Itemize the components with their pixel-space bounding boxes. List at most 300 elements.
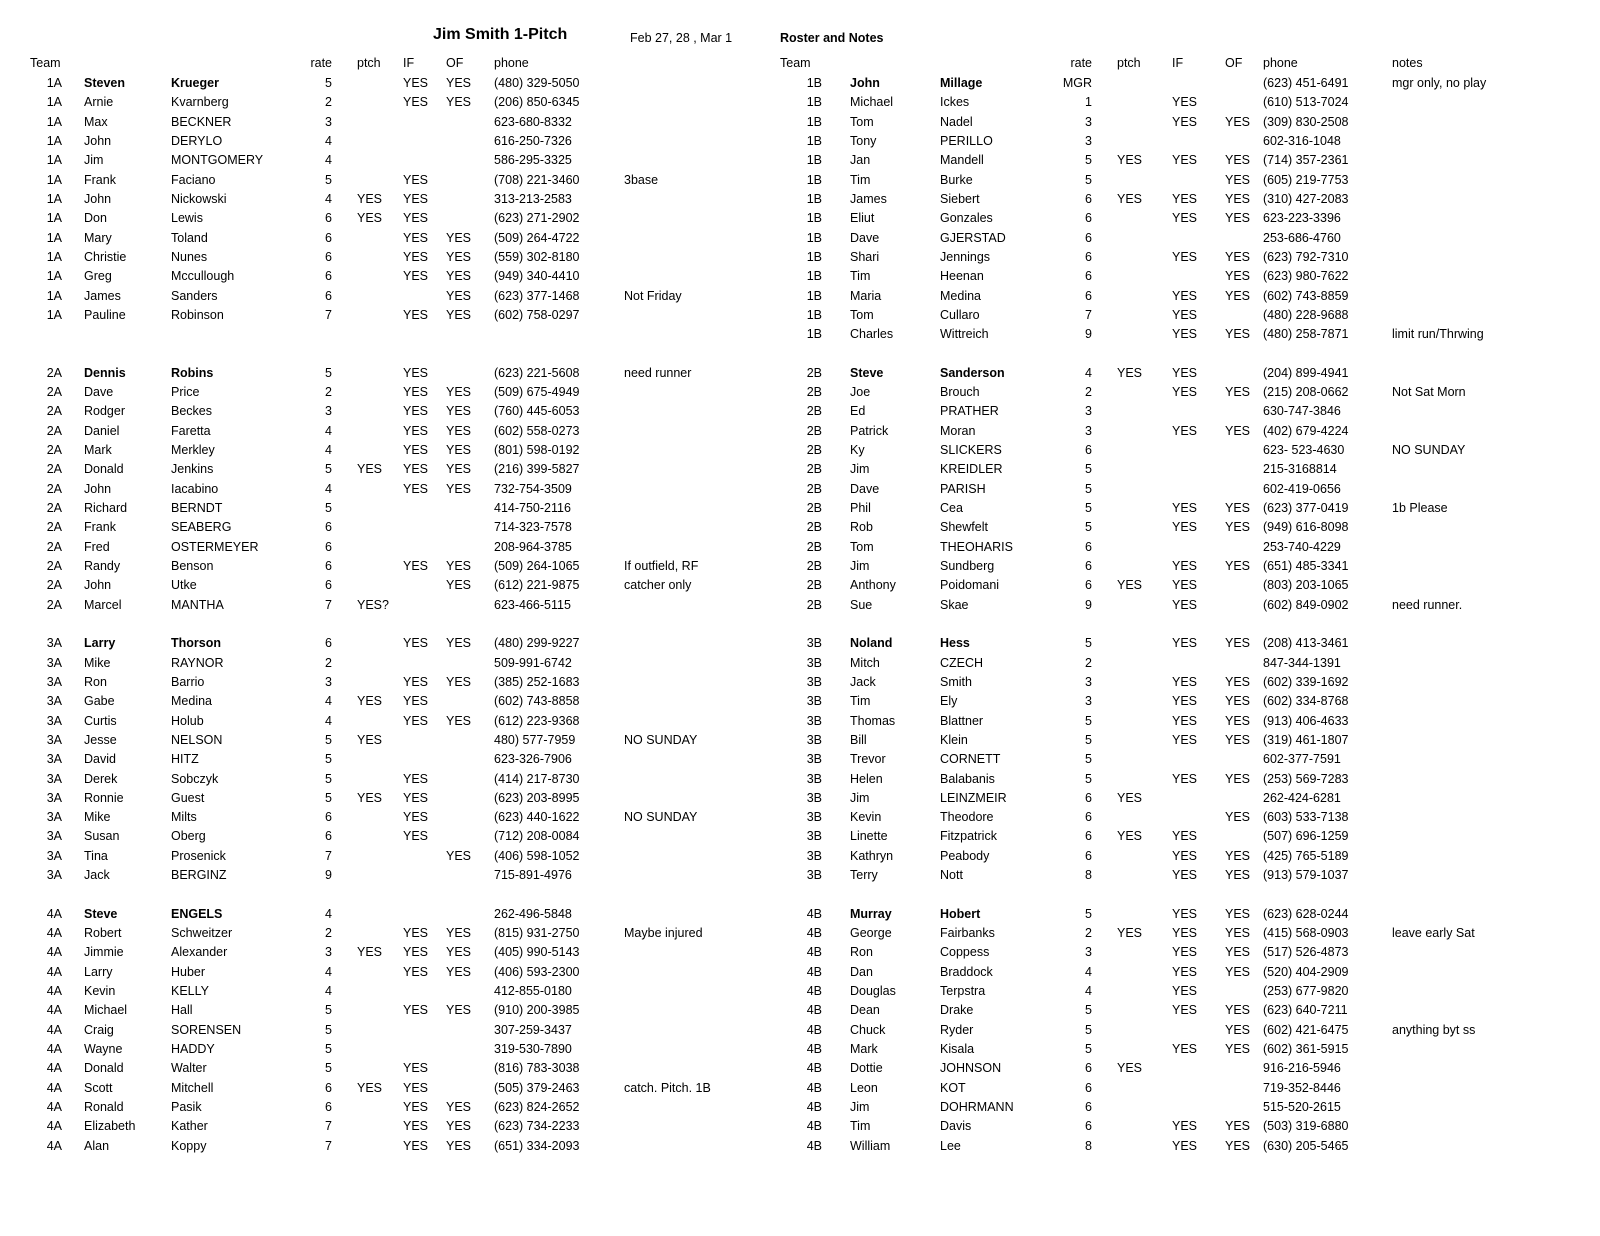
col-header-ptch: ptch [357, 56, 381, 70]
cell-phone: 623-466-5115 [494, 597, 571, 612]
cell-team: 3A [46, 636, 62, 651]
cell-phone: 313-213-2583 [494, 191, 572, 206]
cell-if: YES [403, 1080, 429, 1095]
cell-rate: 4 [325, 443, 332, 458]
cell-team: 1B [806, 76, 822, 90]
cell-notes: mgr only, no play [1392, 76, 1487, 90]
cell-if: YES [403, 771, 429, 786]
cell-if: YES [1172, 385, 1198, 400]
cell-if: YES [403, 191, 429, 206]
table-row [0, 383, 760, 402]
cell-team: 2A [46, 520, 62, 535]
cell-first-name: John [84, 191, 112, 206]
cell-ptch: YES [357, 211, 383, 226]
cell-if: YES [1172, 926, 1198, 941]
cell-team: 4B [806, 1119, 822, 1134]
cell-phone: (623) 980-7622 [1263, 269, 1349, 284]
cell-team: 1B [806, 230, 822, 245]
cell-first-name: Donald [84, 462, 124, 477]
cell-rate: 3 [1085, 133, 1092, 148]
cell-team: 2A [46, 385, 62, 400]
cell-of: YES [446, 423, 472, 438]
table-row [0, 93, 760, 112]
cell-last-name: Ely [940, 694, 958, 709]
cell-of: YES [446, 288, 472, 303]
cell-if: YES [1172, 1042, 1198, 1056]
table-row [760, 557, 1600, 576]
table-row [760, 132, 1600, 151]
cell-last-name: Theodore [940, 810, 994, 825]
cell-of: YES [1225, 713, 1251, 728]
table-row [0, 171, 760, 190]
cell-last-name: Guest [171, 790, 205, 805]
cell-phone: (480) 329-5050 [494, 76, 580, 90]
cell-of: YES [446, 674, 472, 689]
cell-first-name: Tim [850, 1119, 871, 1134]
cell-notes: Not Friday [624, 288, 682, 303]
table-row [0, 480, 760, 499]
cell-last-name: Terpstra [940, 984, 986, 999]
table-row [760, 924, 1600, 943]
cell-rate: 6 [1085, 1061, 1092, 1076]
cell-if: YES [403, 945, 429, 960]
cell-rate: 6 [1085, 230, 1092, 245]
table-row [760, 1079, 1600, 1098]
cell-phone: (623) 451-6491 [1263, 76, 1349, 90]
cell-team: 1B [806, 288, 822, 303]
cell-first-name: Marcel [84, 597, 122, 612]
cell-if: YES [1172, 713, 1198, 728]
cell-ptch: YES? [357, 597, 389, 612]
cell-last-name: Medina [171, 694, 212, 709]
cell-phone: 414-750-2116 [494, 501, 571, 516]
cell-if: YES [1172, 365, 1198, 380]
cell-first-name: Scott [84, 1080, 113, 1095]
cell-last-name: Heenan [940, 269, 984, 284]
cell-if: YES [1172, 848, 1198, 863]
table-row [0, 963, 760, 982]
table-row [760, 113, 1600, 132]
cell-last-name: SORENSEN [171, 1022, 242, 1037]
col-header-ptch: ptch [1117, 56, 1141, 70]
cell-last-name: Sanders [171, 288, 218, 303]
cell-phone: (406) 593-2300 [494, 964, 580, 979]
table-row [760, 460, 1600, 479]
cell-rate: 4 [325, 984, 332, 999]
cell-rate: 6 [1085, 191, 1092, 206]
table-row [0, 518, 760, 537]
cell-if: YES [403, 76, 429, 90]
table-row [0, 538, 760, 557]
cell-phone: (913) 579-1037 [1263, 868, 1349, 883]
cell-rate: 6 [325, 230, 332, 245]
cell-team: 3B [806, 829, 822, 844]
cell-of: YES [446, 713, 472, 728]
cell-team: 3A [46, 732, 62, 747]
cell-last-name: Lee [940, 1138, 961, 1153]
cell-last-name: Koppy [171, 1138, 207, 1153]
cell-phone: 307-259-3437 [494, 1022, 572, 1037]
cell-phone: (253) 569-7283 [1263, 771, 1349, 786]
cell-first-name: Tom [850, 539, 874, 554]
table-row [0, 132, 760, 151]
cell-rate: 3 [1085, 114, 1092, 129]
cell-phone: (602) 743-8858 [494, 694, 580, 709]
cell-phone: 253-740-4229 [1263, 539, 1341, 554]
cell-phone: 262-496-5848 [494, 906, 572, 921]
cell-rate: 5 [1085, 481, 1092, 496]
table-row [760, 731, 1600, 750]
cell-first-name: Sue [850, 597, 873, 612]
cell-last-name: Fitzpatrick [940, 829, 997, 844]
cell-team: 2A [46, 501, 62, 516]
cell-if: YES [1172, 520, 1198, 535]
cell-rate: 5 [1085, 172, 1092, 187]
table-row [760, 287, 1600, 306]
cell-team: 4A [46, 1042, 62, 1056]
cell-rate: 5 [1085, 713, 1092, 728]
cell-first-name: Rodger [84, 404, 125, 419]
cell-rate: 7 [325, 1138, 332, 1153]
cell-if: YES [403, 964, 429, 979]
cell-phone: (623) 221-5608 [494, 365, 580, 380]
cell-notes: leave early Sat [1392, 926, 1475, 941]
cell-of: YES [446, 964, 472, 979]
cell-first-name: Randy [84, 559, 121, 573]
cell-last-name: Shewfelt [940, 520, 988, 535]
cell-rate: 8 [1085, 868, 1092, 883]
cell-phone: (480) 228-9688 [1263, 307, 1349, 322]
table-row [0, 750, 760, 769]
cell-team: 2B [806, 578, 822, 593]
table-row [760, 93, 1600, 112]
table-row [0, 1137, 760, 1156]
cell-last-name: Davis [940, 1119, 972, 1134]
cell-last-name: Kather [171, 1119, 208, 1134]
event-dates: Feb 27, 28 , Mar 1 [630, 31, 733, 45]
cell-team: 3B [806, 848, 822, 863]
table-row [0, 441, 760, 460]
cell-first-name: Michael [850, 95, 894, 110]
cell-if: YES [403, 385, 429, 400]
col-header-rate: rate [1070, 56, 1092, 70]
cell-first-name: Pauline [84, 307, 126, 322]
col-header-notes: notes [1392, 56, 1423, 70]
cell-rate: 6 [1085, 1080, 1092, 1095]
cell-ptch: YES [357, 191, 383, 206]
cell-first-name: Derek [84, 771, 118, 786]
cell-first-name: Mark [850, 1042, 878, 1056]
cell-last-name: Walter [171, 1061, 207, 1076]
cell-first-name: Dennis [84, 365, 126, 380]
table-row [760, 209, 1600, 228]
table-row [760, 808, 1600, 827]
cell-phone: (910) 200-3985 [494, 1003, 580, 1018]
cell-rate: 6 [325, 539, 332, 554]
cell-last-name: BERGINZ [171, 868, 227, 883]
cell-first-name: Tom [850, 114, 874, 129]
cell-first-name: Mitch [850, 655, 880, 670]
cell-ptch: YES [1117, 365, 1143, 380]
cell-ptch: YES [357, 945, 383, 960]
cell-team: 4B [806, 984, 822, 999]
cell-last-name: Nunes [171, 249, 208, 264]
cell-rate: 6 [325, 1099, 332, 1114]
cell-last-name: SLICKERS [940, 443, 1002, 458]
cell-first-name: Dottie [850, 1061, 883, 1076]
cell-team: 1A [46, 269, 62, 284]
cell-first-name: Fred [84, 539, 110, 554]
cell-phone: (815) 931-2750 [494, 926, 580, 941]
cell-if: YES [403, 1138, 429, 1153]
cell-notes: catcher only [624, 578, 692, 593]
cell-last-name: Alexander [171, 945, 228, 960]
cell-last-name: Coppess [940, 945, 990, 960]
table-row [0, 576, 760, 595]
cell-first-name: Jack [84, 868, 110, 883]
table-row [760, 712, 1600, 731]
cell-last-name: Sobczyk [171, 771, 219, 786]
cell-if: YES [1172, 578, 1198, 593]
cell-rate: 6 [1085, 1099, 1092, 1114]
cell-first-name: Don [84, 211, 107, 226]
cell-phone: (602) 334-8768 [1263, 694, 1349, 709]
cell-phone: (414) 217-8730 [494, 771, 580, 786]
cell-first-name: Jimmie [84, 945, 124, 960]
cell-team: 1A [46, 211, 62, 226]
cell-of: YES [1225, 327, 1251, 342]
cell-rate: 7 [1085, 307, 1092, 322]
cell-of: YES [1225, 964, 1251, 979]
cell-of: YES [446, 385, 472, 400]
cell-of: YES [1225, 191, 1251, 206]
cell-team: 1B [806, 327, 822, 342]
cell-of: YES [446, 404, 472, 419]
cell-team: 2B [806, 501, 822, 516]
cell-if: YES [1172, 906, 1198, 921]
cell-first-name: Murray [850, 906, 892, 921]
cell-if: YES [403, 481, 429, 496]
cell-rate: 6 [1085, 443, 1092, 458]
cell-phone: (602) 339-1692 [1263, 674, 1349, 689]
cell-last-name: MONTGOMERY [171, 153, 264, 168]
table-row [760, 1059, 1600, 1078]
cell-last-name: NELSON [171, 732, 223, 747]
cell-last-name: Faciano [171, 172, 216, 187]
table-row [0, 1117, 760, 1136]
table-row [760, 596, 1600, 615]
cell-rate: 4 [325, 694, 332, 709]
cell-ptch: YES [357, 732, 383, 747]
cell-first-name: Leon [850, 1080, 878, 1095]
cell-rate: 5 [1085, 462, 1092, 477]
cell-first-name: John [84, 133, 112, 148]
table-row [0, 190, 760, 209]
cell-if: YES [403, 790, 429, 805]
cell-phone: 623-223-3396 [1263, 211, 1341, 226]
cell-last-name: BERNDT [171, 501, 223, 516]
cell-of: YES [446, 481, 472, 496]
cell-of: YES [446, 578, 472, 593]
col-header-team: Team [780, 56, 811, 70]
cell-team: 1A [46, 288, 62, 303]
cell-notes: catch. Pitch. 1B [624, 1080, 711, 1095]
cell-last-name: Ickes [940, 95, 970, 110]
cell-last-name: Gonzales [940, 211, 993, 226]
cell-first-name: Tim [850, 694, 871, 709]
cell-phone: (605) 219-7753 [1263, 172, 1349, 187]
table-row [0, 673, 760, 692]
cell-first-name: William [850, 1138, 891, 1153]
cell-rate: 7 [325, 1119, 332, 1134]
cell-team: 1B [806, 211, 822, 226]
cell-of: YES [446, 636, 472, 651]
cell-ptch: YES [1117, 829, 1143, 844]
cell-rate: 2 [1085, 655, 1092, 670]
table-row [760, 982, 1600, 1001]
cell-team: 3B [806, 713, 822, 728]
cell-team: 4A [46, 964, 62, 979]
cell-phone: (509) 264-4722 [494, 230, 580, 245]
cell-last-name: Balabanis [940, 771, 995, 786]
cell-if: YES [1172, 868, 1198, 883]
cell-team: 3A [46, 810, 62, 825]
cell-last-name: Wittreich [940, 327, 989, 342]
cell-first-name: Tim [850, 172, 871, 187]
cell-last-name: HITZ [171, 752, 199, 767]
cell-if: YES [1172, 559, 1198, 573]
cell-rate: 6 [325, 211, 332, 226]
cell-team: 4B [806, 945, 822, 960]
cell-rate: 4 [325, 481, 332, 496]
cell-if: YES [1172, 732, 1198, 747]
cell-phone: (480) 299-9227 [494, 636, 580, 651]
cell-first-name: Linette [850, 829, 888, 844]
cell-ptch: YES [357, 790, 383, 805]
cell-phone: (603) 533-7138 [1263, 810, 1349, 825]
cell-last-name: DERYLO [171, 133, 223, 148]
cell-rate: 5 [325, 732, 332, 747]
cell-rate: 6 [1085, 559, 1092, 573]
cell-first-name: Jim [850, 1099, 870, 1114]
cell-phone: (309) 830-2508 [1263, 114, 1349, 129]
cell-phone: 623-680-8332 [494, 114, 572, 129]
cell-rate: 6 [1085, 1119, 1092, 1134]
cell-team: 3B [806, 732, 822, 747]
cell-team: 1A [46, 76, 62, 90]
cell-rate: 5 [1085, 1042, 1092, 1056]
cell-phone: (816) 783-3038 [494, 1061, 580, 1076]
cell-last-name: Oberg [171, 829, 206, 844]
cell-team: 3B [806, 810, 822, 825]
cell-team: 2A [46, 462, 62, 477]
cell-phone: (415) 568-0903 [1263, 926, 1349, 941]
cell-last-name: Prosenick [171, 848, 226, 863]
cell-rate: 2 [325, 926, 332, 941]
table-row [760, 654, 1600, 673]
cell-if: YES [1172, 771, 1198, 786]
cell-first-name: Joe [850, 385, 871, 400]
cell-last-name: Mandell [940, 153, 984, 168]
cell-of: YES [1225, 636, 1251, 651]
table-row [760, 518, 1600, 537]
cell-phone: 616-250-7326 [494, 133, 572, 148]
cell-last-name: Faretta [171, 423, 211, 438]
cell-last-name: Benson [171, 559, 214, 573]
cell-first-name: David [84, 752, 116, 767]
cell-first-name: Gabe [84, 694, 115, 709]
cell-first-name: Kevin [84, 984, 116, 999]
cell-team: 2A [46, 443, 62, 458]
cell-last-name: Moran [940, 423, 976, 438]
table-row [760, 750, 1600, 769]
cell-last-name: Hall [171, 1003, 193, 1018]
cell-first-name: Ky [850, 443, 865, 458]
cell-rate: 2 [325, 385, 332, 400]
table-row [0, 1001, 760, 1020]
cell-rate: MGR [1062, 76, 1092, 90]
cell-rate: 5 [325, 501, 332, 516]
cell-first-name: Dave [850, 230, 880, 245]
cell-last-name: BECKNER [171, 114, 232, 129]
cell-first-name: Jesse [84, 732, 117, 747]
cell-team: 2A [46, 559, 62, 573]
cell-first-name: Patrick [850, 423, 889, 438]
cell-rate: 3 [325, 404, 332, 419]
cell-last-name: CORNETT [940, 752, 1001, 767]
cell-rate: 6 [1085, 848, 1092, 863]
cell-team: 4B [806, 1138, 822, 1153]
cell-phone: (651) 485-3341 [1263, 559, 1349, 573]
cell-team: 1A [46, 307, 62, 322]
table-row [760, 364, 1600, 383]
cell-last-name: Siebert [940, 191, 980, 206]
cell-phone: (612) 221-9875 [494, 578, 580, 593]
cell-team: 1B [806, 191, 822, 206]
cell-phone: (610) 513-7024 [1263, 95, 1349, 110]
cell-rate: 4 [1085, 984, 1092, 999]
cell-last-name: GJERSTAD [940, 230, 1006, 245]
cell-first-name: Alan [84, 1138, 110, 1153]
cell-rate: 6 [1085, 578, 1092, 593]
cell-first-name: Dave [850, 481, 880, 496]
table-row [760, 770, 1600, 789]
cell-rate: 5 [1085, 501, 1092, 516]
table-row [0, 113, 760, 132]
cell-if: YES [403, 559, 429, 573]
cell-if: YES [1172, 1138, 1198, 1153]
cell-if: YES [1172, 674, 1198, 689]
cell-phone: (509) 264-1065 [494, 559, 580, 573]
cell-team: 3A [46, 790, 62, 805]
cell-rate: 6 [1085, 790, 1092, 805]
cell-if: YES [1172, 694, 1198, 709]
table-row [0, 654, 760, 673]
cell-rate: 4 [1085, 365, 1092, 380]
table-row [760, 171, 1600, 190]
cell-rate: 6 [325, 578, 332, 593]
cell-phone: 253-686-4760 [1263, 230, 1341, 245]
cell-phone: (204) 899-4941 [1263, 365, 1349, 380]
cell-if: YES [1172, 191, 1198, 206]
cell-last-name: KREIDLER [940, 462, 1003, 477]
cell-team: 1B [806, 133, 822, 148]
cell-first-name: Ronald [84, 1099, 124, 1114]
cell-team: 2B [806, 539, 822, 554]
cell-if: YES [403, 365, 429, 380]
cell-rate: 4 [325, 191, 332, 206]
cell-last-name: PRATHER [940, 404, 999, 419]
